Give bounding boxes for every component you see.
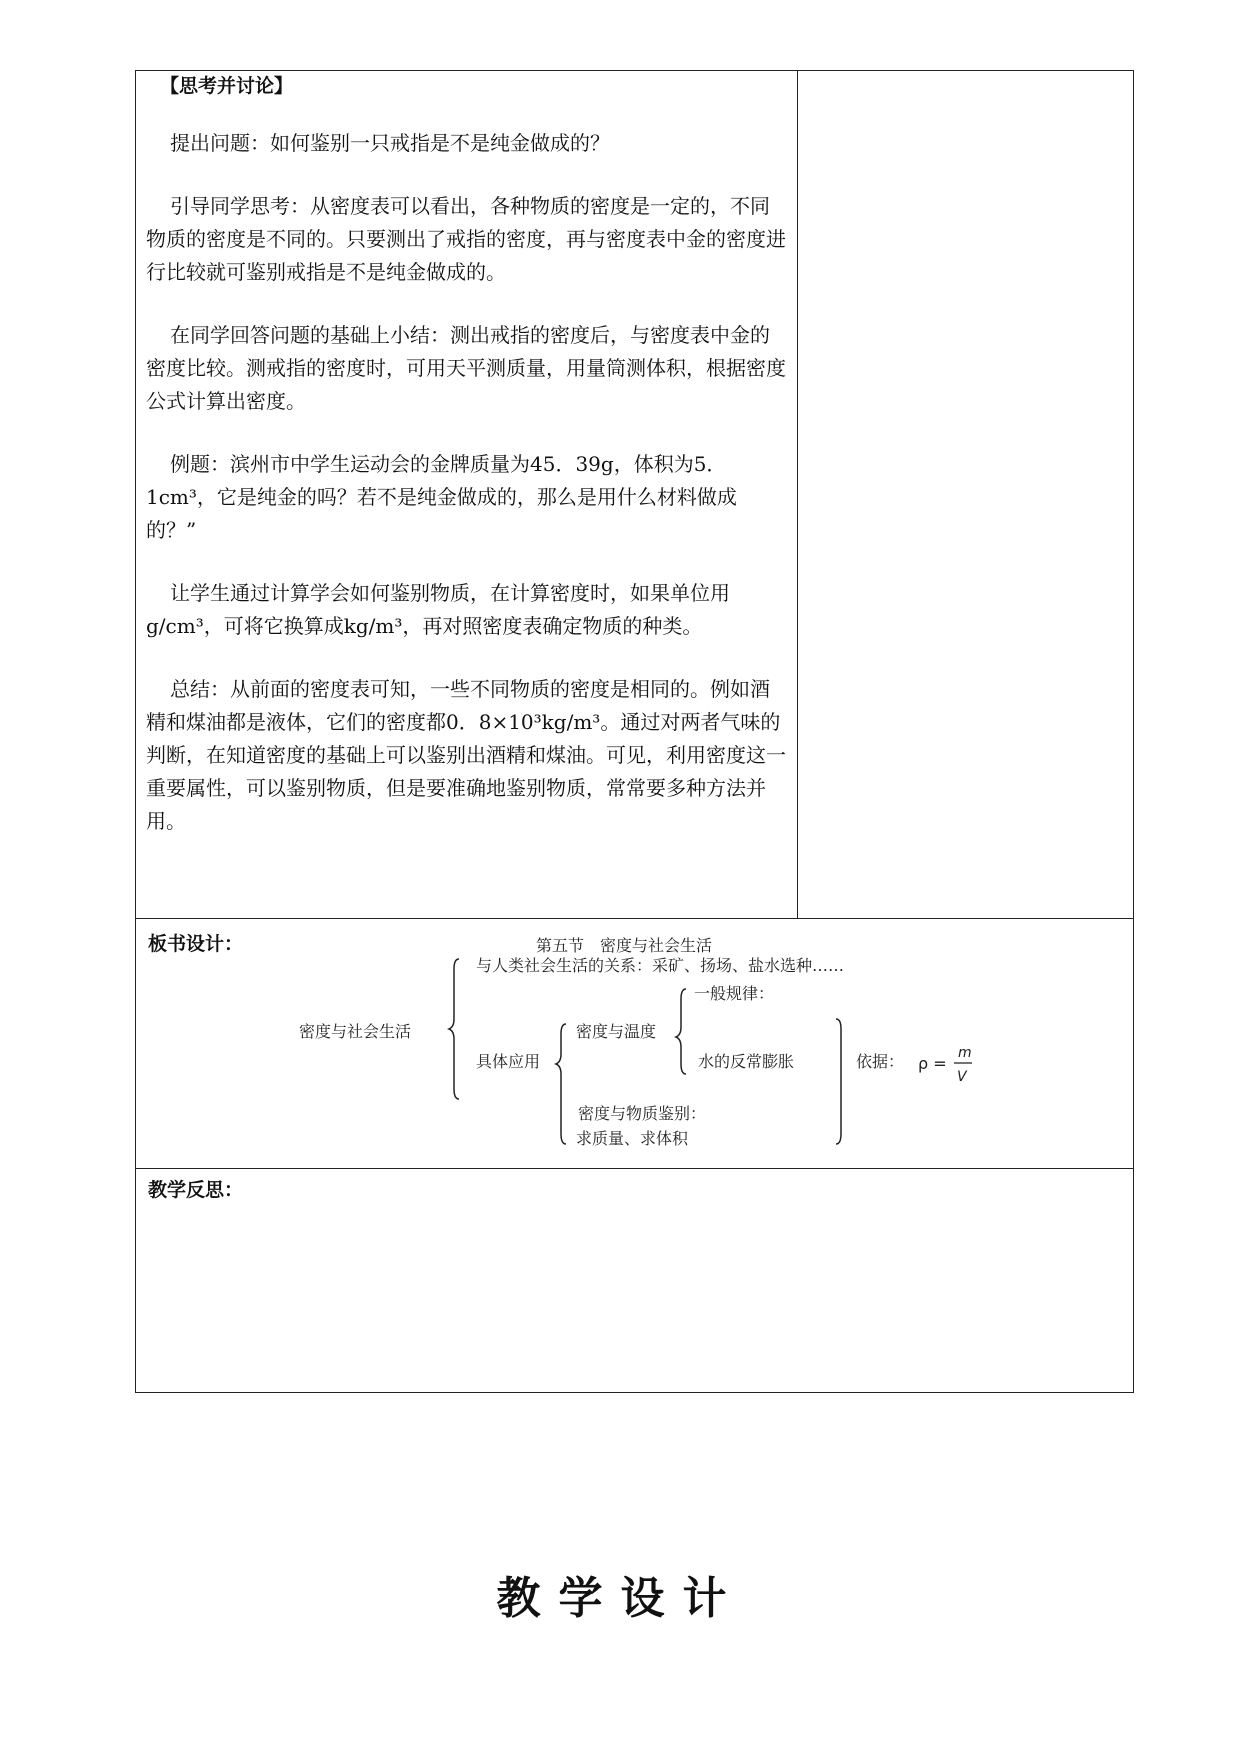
- board-title: 第五节 密度与社会生活: [536, 936, 713, 955]
- board-formula-rho: ρ =: [918, 1054, 947, 1073]
- paragraph-units: 让学生通过计算学会如何鉴别物质，在计算密度时，如果单位用g/cm³，可将它换算成kg/m³，再对照密度表确定物质的种类。: [146, 581, 730, 638]
- brace-application: [556, 1024, 566, 1144]
- board-formula-m: m: [958, 1045, 972, 1061]
- board-density-temp: 密度与温度: [576, 1022, 657, 1041]
- brace-temp: [676, 989, 686, 1074]
- board-design-label: 板书设计：: [148, 933, 244, 955]
- board-anomaly: 水的反常膨胀: [698, 1052, 795, 1071]
- brace-root: [449, 959, 459, 1099]
- footer-title: 教学设计: [496, 1573, 745, 1624]
- board-formula-v: V: [957, 1069, 967, 1085]
- brace-basis: [836, 1019, 841, 1144]
- lesson-table: [135, 70, 1134, 1393]
- board-general-rule: 一般规律：: [694, 984, 775, 1003]
- paragraph-guide: 引导同学思考：从密度表可以看出，各种物质的密度是一定的，不同物质的密度是不同的。只要测出了戒指的密度，再与密度表中金的密度进行比较就可鉴别戒指是不是纯金做成的。: [146, 194, 786, 284]
- board-relation: 与人类社会生活的关系：采矿、扬场、盐水选种……: [476, 956, 845, 975]
- discussion-row: [136, 71, 1133, 919]
- discussion-cell: [146, 75, 786, 838]
- board-application: 具体应用: [476, 1052, 541, 1071]
- paragraph-example: 例题：滨州市中学生运动会的金牌质量为45．39g，体积为5．1cm³，它是纯金的吗？若不是纯金做成的，那么是用什么材料做成的？”: [146, 452, 737, 542]
- paragraph-question: 提出问题：如何鉴别一只戒指是不是纯金做成的？: [170, 131, 610, 155]
- reflection-row: [136, 1169, 1133, 1394]
- paragraph-conclusion: 总结：从前面的密度表可知，一些不同物质的密度是相同的。例如酒精和煤油都是液体，它们的密度都0．8×10³kg/m³。通过对两者气味的判断，在知道密度的基础上可以鉴别出酒精和煤油。可见，利用密度这一重要属性，可以鉴别物质，但是要准确地鉴别物质，常常要多种方法并用。: [146, 677, 786, 833]
- paragraph-summary: 在同学回答问题的基础上小结：测出戒指的密度后，与密度表中金的密度比较。测戒指的密度时，可用天平测质量，用量筒测体积，根据密度公式计算出密度。: [146, 323, 786, 413]
- column-divider: [797, 71, 798, 919]
- board-root: 密度与社会生活: [299, 1022, 412, 1041]
- board-basis: 依据：: [856, 1052, 905, 1071]
- board-design-row: [136, 919, 1133, 1169]
- board-diagram: [136, 919, 1133, 1167]
- reflection-label: 教学反思：: [148, 1179, 244, 1201]
- board-identification: 密度与物质鉴别：: [578, 1104, 707, 1123]
- board-calc: 求质量、求体积: [576, 1129, 689, 1148]
- discussion-heading: 【思考并讨论】: [160, 75, 294, 97]
